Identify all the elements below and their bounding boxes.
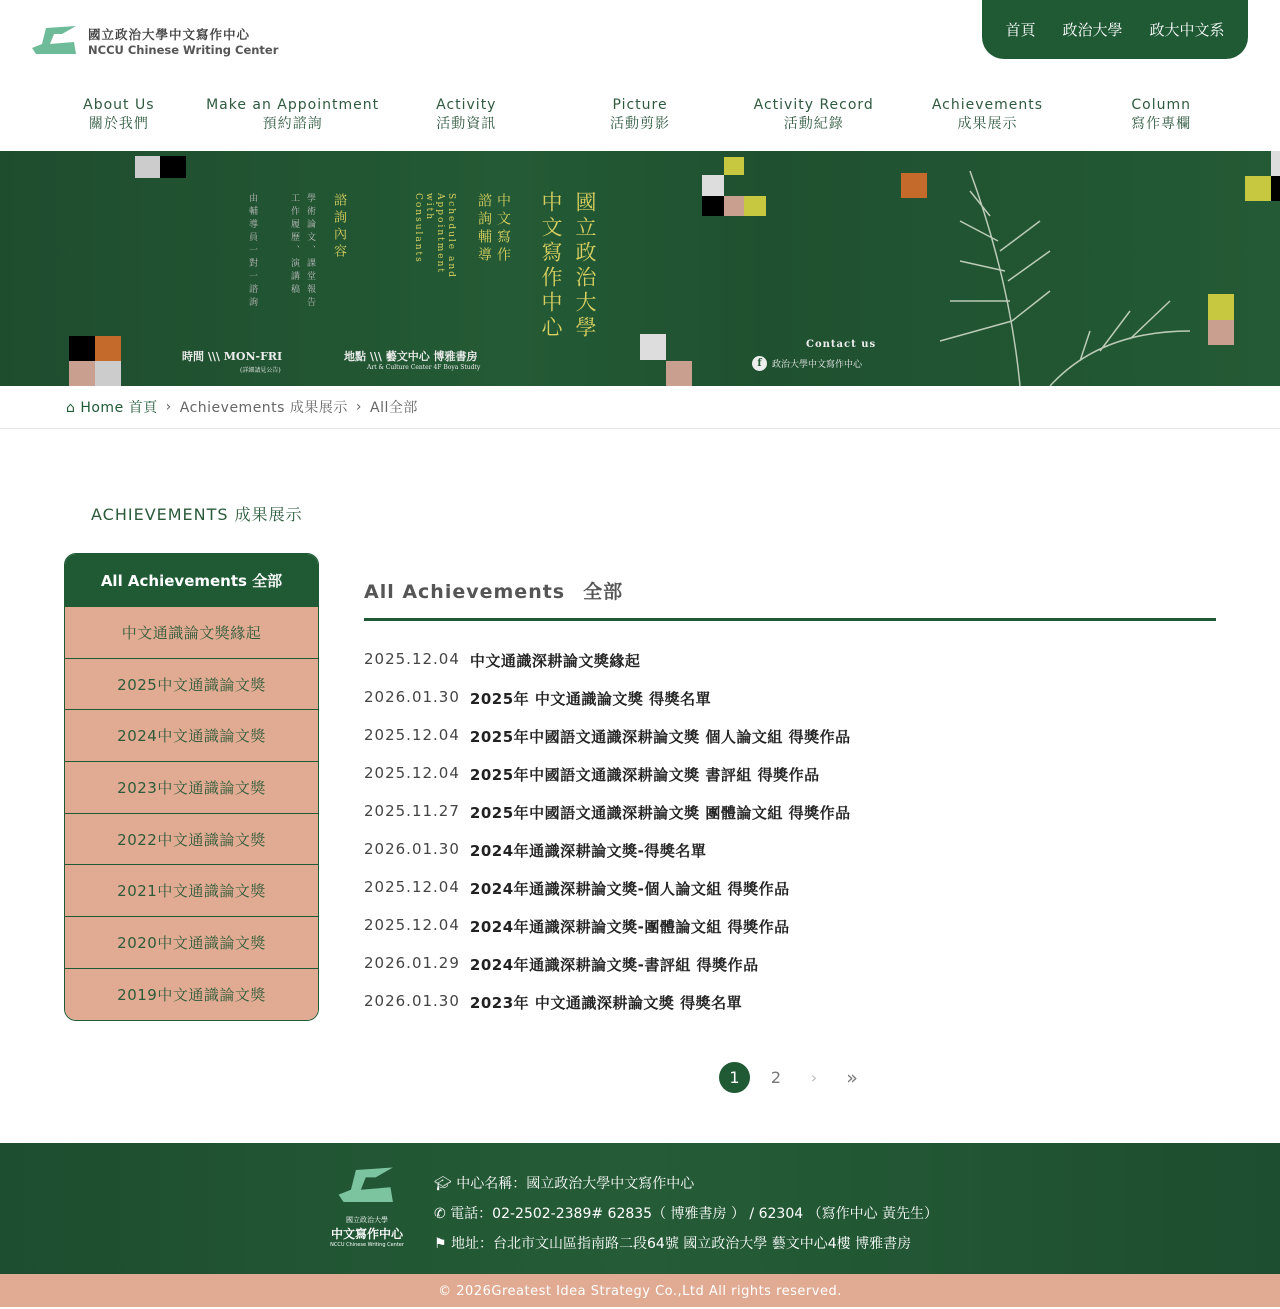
nav-label-en: Activity Record [753,97,874,113]
fern-illustration [900,161,1200,386]
breadcrumb-home[interactable] [66,397,158,417]
footer-name [434,1169,938,1199]
item-date: 2025.11.27 [364,802,460,820]
item-date: 2026.01.30 [364,688,460,706]
item-title[interactable]: 2024年通識深耕論文獎-得獎名單 [469,842,707,860]
footer [0,1143,1280,1274]
chevron-right-icon: › [355,399,363,415]
deco-square [135,156,160,178]
sidebar-menu [64,553,319,1021]
breadcrumb-current: All全部 [370,400,418,416]
footer-address-text: 地址：台北市文山區指南路二段64號 國立政治大學 藝文中心4樓 博雅書房 [451,1236,912,1252]
sidebar-item[interactable]: 2021中文通識論文獎 [65,864,318,916]
item-date: 2026.01.30 [364,840,460,858]
sidebar-item[interactable]: 2020中文通識論文獎 [65,916,318,968]
deco-square [160,156,186,178]
site-logo[interactable] [32,24,278,58]
graduation-cap-icon: 🎓︎ [434,1176,452,1192]
flag-icon: ⚑ [434,1236,447,1252]
deco-square [744,196,766,216]
sidebar-item[interactable]: 2025中文通識論文獎 [65,658,318,710]
achievement-item[interactable] [364,688,851,726]
footer-phone [434,1199,938,1229]
nav-about[interactable] [32,96,206,134]
logo-en: NCCU Chinese Writing Center [88,43,279,57]
item-date: 2025.12.04 [364,916,460,934]
nav-label-en: Achievements [931,97,1044,113]
breadcrumb-section[interactable]: Achievements 成果展示 [179,400,348,416]
deco-square [666,361,692,386]
footer-info [434,1169,938,1259]
item-title[interactable]: 2025年中國語文通識深耕論文獎 書評組 得獎作品 [469,766,820,784]
footer-logo-icon [336,1165,398,1207]
footer-logo [322,1165,412,1248]
page-2[interactable]: 2 [770,1068,782,1087]
deco-square [1271,176,1280,201]
banner-consult-heading: 諮詢內容 [331,193,346,261]
nav-label-en: Picture [612,97,668,113]
banner-sub-1: 中文寫作 [495,193,511,265]
deco-square [69,336,95,361]
sidebar-item[interactable]: 2022中文通識論文獎 [65,813,318,865]
breadcrumb-home-label: Home 首頁 [80,400,158,416]
main-nav [32,96,1248,134]
footer-logo-main: 中文寫作中心 [330,1227,403,1241]
last-page-icon[interactable]: » [846,1066,858,1089]
banner-consult-3: 由輔導員一對一諮詢 [247,193,257,310]
item-title[interactable]: 2024年通識深耕論文獎-團體論文組 得獎作品 [469,918,790,936]
logo-zh: 國立政治大學中文寫作中心 [88,27,251,42]
nav-label-zh: 活動剪影 [610,116,671,132]
phone-icon: ✆ [434,1206,446,1222]
deco-square [640,334,666,360]
item-title[interactable]: 2025年 中文通識論文獎 得獎名單 [469,690,712,708]
banner-title-1: 國立政治大學 [573,191,597,341]
pagination [719,1062,864,1093]
top-nav [982,0,1248,59]
title-divider [364,618,1216,621]
deco-square [1271,151,1280,176]
achievement-item[interactable] [364,916,851,954]
nav-label-zh: 預約諮詢 [262,116,323,132]
nav-label-en: About Us [83,97,155,113]
nav-label-zh: 成果展示 [957,116,1018,132]
nav-label-zh: 活動紀錄 [783,116,844,132]
nav-label-zh: 關於我們 [88,116,149,132]
hero-banner [0,151,1280,386]
banner-time-note: (詳細請見公告) [240,367,281,374]
sidebar-item[interactable]: 2024中文通識論文獎 [65,709,318,761]
page-1[interactable]: 1 [719,1062,750,1093]
nav-label-zh: 活動資訊 [436,116,497,132]
nav-achievements[interactable] [901,96,1075,134]
nav-appointment[interactable] [206,96,380,134]
achievement-item[interactable] [364,954,851,992]
deco-square [95,361,121,386]
chevron-right-icon: › [165,399,172,415]
sidebar-item-all[interactable]: All Achievements 全部 [65,554,318,606]
banner-sub-2: 諮詢輔導 [476,193,492,265]
achievement-item[interactable] [364,992,851,1030]
nav-label-en: Make an Appointment [206,97,380,113]
banner-title-2: 中文寫作中心 [539,191,563,341]
home-icon: ⌂ [66,400,76,416]
achievement-item[interactable] [364,764,851,802]
deco-square [1208,294,1234,320]
deco-square [1245,176,1271,201]
footer-address [434,1229,938,1259]
banner-contact: Contact us [806,339,877,350]
nav-activity[interactable] [379,96,553,134]
footer-name-text: 中心名稱：國立政治大學中文寫作中心 [456,1176,695,1192]
item-title[interactable]: 2024年通識深耕論文獎-書評組 得獎作品 [469,956,759,974]
sidebar-item[interactable]: 2023中文通識論文獎 [65,761,318,813]
deco-square [1208,320,1234,345]
deco-square [724,196,744,216]
achievement-item[interactable] [364,878,851,916]
item-date: 2025.12.04 [364,878,460,896]
top-nav-dept[interactable]: 政大中文系 [1149,21,1225,39]
facebook-label: 政治大學中文寫作中心 [772,360,863,370]
content-title-en: All Achievements [364,581,566,603]
deco-square [69,361,95,386]
banner-place: 地點 \\\ 藝文中心 博雅書房 [344,350,478,363]
nav-column[interactable] [1074,96,1248,134]
footer-logo-top: 國立政治大學 [346,1216,388,1224]
breadcrumb [0,386,1280,429]
item-title[interactable]: 2023年 中文通識深耕論文獎 得獎名單 [469,994,743,1012]
item-date: 2025.12.04 [364,726,460,744]
nav-label-en: Activity [436,97,497,113]
achievement-item[interactable] [364,840,851,878]
content-title-zh: 全部 [583,581,624,603]
achievement-item[interactable] [364,802,851,840]
sidebar-item[interactable]: 2019中文通識論文獎 [65,968,318,1020]
nav-activity-record[interactable] [727,96,901,134]
footer-phone-text: 電話：02-2502-2389# 62835（ 博雅書房 ） / 62304 （寫作中心 黃先生） [450,1206,939,1222]
logo-icon [32,24,78,58]
item-date: 2026.01.29 [364,954,460,972]
deco-square [702,175,724,196]
achievement-item[interactable] [364,726,851,764]
nav-label-en: Column [1131,97,1191,113]
deco-square [95,336,121,361]
banner-en: Schedule and Appointment with Consulants [413,193,456,279]
item-title[interactable]: 2025年中國語文通識深耕論文獎 團體論文組 得獎作品 [469,804,851,822]
deco-square [724,157,744,175]
next-page-icon[interactable]: › [810,1068,818,1087]
banner-time: 時間 \\\ MON-FRI [182,350,283,363]
banner-consult-2: 工作履歷、演講稿 [289,193,299,297]
banner-consult-1: 學術論文、課堂報告 [305,193,315,310]
top-nav-nccu[interactable]: 政治大學 [1062,21,1123,39]
item-title[interactable]: 2024年通識深耕論文獎-個人論文組 得獎作品 [469,880,790,898]
banner-facebook[interactable] [752,356,862,371]
content-title [364,577,623,604]
achievement-list [364,650,851,1030]
footer-logo-en: NCCU Chinese Writing Center [330,1242,404,1248]
copyright: © 2026Greatest Idea Strategy Co.,Ltd All rights reserved. [0,1274,1280,1307]
top-nav-home[interactable]: 首頁 [1005,21,1036,39]
facebook-icon: f [752,356,767,371]
item-title[interactable]: 2025年中國語文通識深耕論文獎 個人論文組 得獎作品 [469,728,851,746]
sidebar-item[interactable]: 中文通識論文獎緣起 [65,606,318,658]
banner-place-en: Art & Culture Center 4F Boya Studty [367,364,481,371]
nav-label-zh: 寫作專欄 [1131,116,1192,132]
deco-square [702,196,724,216]
achievement-item[interactable] [364,650,851,688]
item-title[interactable]: 中文通識深耕論文獎緣起 [469,652,641,670]
item-date: 2025.12.04 [364,764,460,782]
item-date: 2025.12.04 [364,650,460,668]
item-date: 2026.01.30 [364,992,460,1010]
section-title: ACHIEVEMENTS 成果展示 [91,505,303,524]
nav-picture[interactable] [553,96,727,134]
